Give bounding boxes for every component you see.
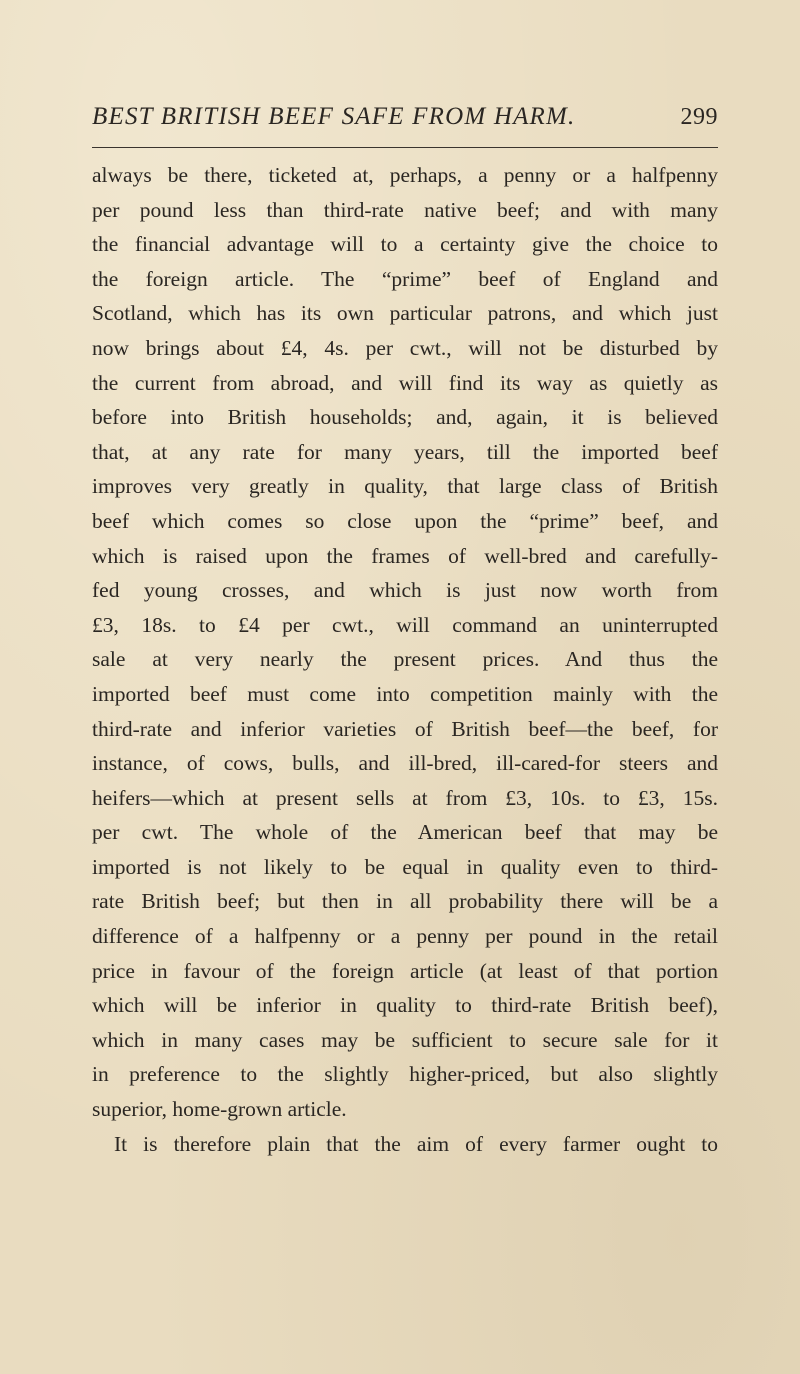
text-line: superior, home-grown article. — [92, 1097, 347, 1122]
text-line: in preference to the slightly higher-priced, but also slightly — [92, 1062, 718, 1087]
text-line: that, at any rate for many years, till the imported beef — [92, 439, 718, 464]
text-line: imported is not likely to be equal in quality even to third- — [92, 854, 718, 879]
text-line: imported beef must come into competition mainly with the — [92, 681, 718, 706]
header-rule — [92, 147, 718, 148]
text-line: rate British beef; but then in all probability there will be a — [92, 889, 718, 914]
text-line: instance, of cows, bulls, and ill-bred, ill-cared-for steers and — [92, 751, 718, 776]
text-line: difference of a halfpenny or a penny per pound in the retail — [92, 924, 718, 949]
text-line: heifers—which at present sells at from £3, 10s. to £3, 15s. — [92, 785, 718, 810]
text-line: Scotland, which has its own particular patrons, and which just — [92, 301, 718, 326]
running-title: BEST BRITISH BEEF SAFE FROM HARM. — [92, 103, 576, 130]
text-line: improves very greatly in quality, that large class of British — [92, 474, 718, 499]
text-line: before into British households; and, again, it is believed — [92, 405, 718, 430]
text-line: which will be inferior in quality to third-rate British beef), — [92, 993, 718, 1018]
text-line: It is therefore plain that the aim of every farmer ought to — [114, 1131, 718, 1156]
text-line: sale at very nearly the present prices. And thus the — [92, 647, 718, 672]
text-line: third-rate and inferior varieties of British beef—the beef, for — [92, 716, 718, 741]
text-line: the foreign article. The “prime” beef of England and — [92, 266, 718, 291]
text-line: which is raised upon the frames of well-bred and carefully- — [92, 543, 718, 568]
running-head — [92, 103, 718, 143]
text-line: the current from abroad, and will find its way as quietly as — [92, 370, 718, 395]
text-line: which in many cases may be sufficient to secure sale for it — [92, 1027, 718, 1052]
text-line: per cwt. The whole of the American beef that may be — [92, 820, 718, 845]
text-line: fed young crosses, and which is just now worth from — [92, 578, 718, 603]
text-line: per pound less than third-rate native beef; and with many — [92, 197, 718, 222]
text-line: the financial advantage will to a certainty give the choice to — [92, 232, 718, 257]
text-line: now brings about £4, 4s. per cwt., will not be disturbed by — [92, 335, 718, 360]
page-number: 299 — [680, 104, 718, 130]
text-line: always be there, ticketed at, perhaps, a penny or a halfpenny — [92, 163, 718, 187]
body-text — [92, 158, 718, 1161]
text-line: price in favour of the foreign article (at least of that portion — [92, 958, 718, 983]
text-line: £3, 18s. to £4 per cwt., will command an uninterrupted — [92, 612, 718, 637]
text-line: beef which comes so close upon the “prime” beef, and — [92, 508, 718, 533]
